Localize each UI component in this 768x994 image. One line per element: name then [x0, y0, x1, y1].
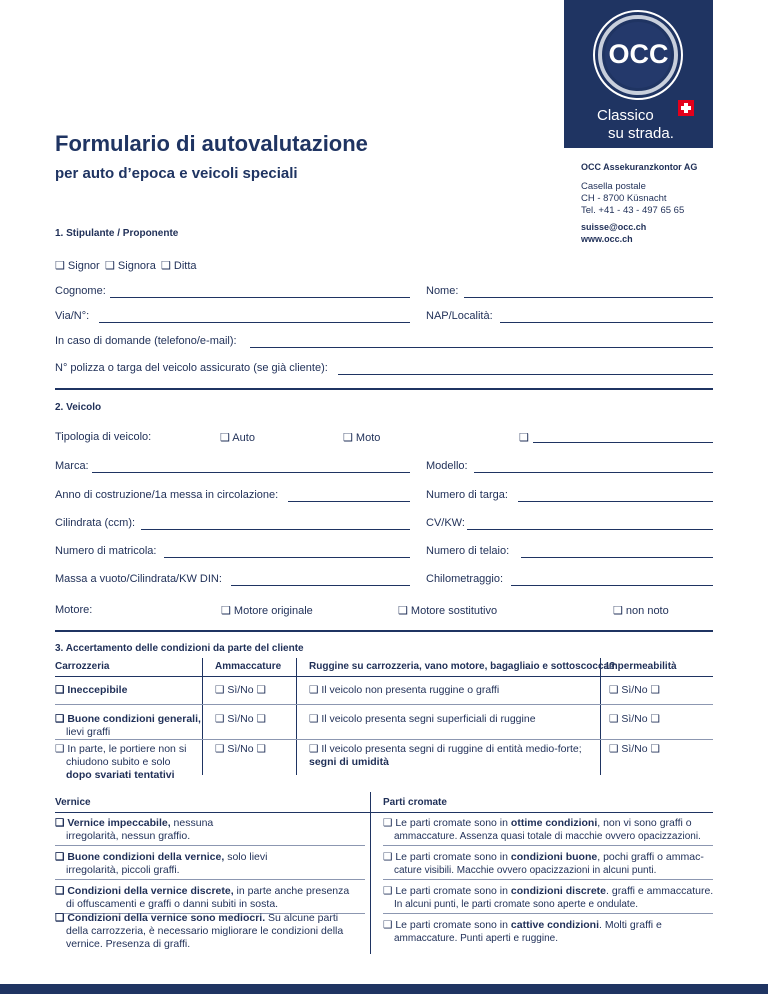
ammaccature-option[interactable]: ❑ Sì/No ❑: [215, 684, 266, 696]
modello-field[interactable]: [474, 472, 713, 473]
chilometraggio-field[interactable]: [511, 585, 713, 586]
cromate-post: , pochi graffi o ammac-: [597, 851, 704, 863]
policy-label: N° polizza o targa del veicolo assicurato (se già cliente):: [55, 362, 328, 374]
cromate-post: , non vi sono graffi o: [597, 817, 692, 829]
carrozzeria-option-detail: lievi graffi: [66, 726, 111, 738]
matricola-field[interactable]: [164, 557, 410, 558]
nome-field[interactable]: [464, 297, 713, 298]
vernice-line2: di offuscamenti e graffi o danni subiti in sosta.: [66, 898, 279, 910]
cromate-line2: ammaccature. Punti aperti e ruggine.: [394, 933, 558, 944]
targa-label: Numero di targa:: [426, 489, 508, 501]
vernice-rest: solo lievi: [224, 851, 268, 863]
motore-sostitutivo[interactable]: ❑ Motore sostitutivo: [398, 605, 498, 617]
row-rule: [383, 879, 713, 880]
cromate-pre: ❑ Le parti cromate sono in: [383, 919, 511, 931]
marca-field[interactable]: [92, 472, 410, 473]
cognome-label: Cognome:: [55, 285, 106, 297]
cvkw-label: CV/KW:: [426, 517, 465, 529]
col-ammaccature: Ammaccature: [215, 661, 282, 672]
vernice-rest: nessuna: [170, 817, 214, 829]
row-rule: [383, 913, 713, 914]
vernice-bold: ❑ Buone condizioni della vernice,: [55, 851, 225, 863]
via-field[interactable]: [99, 322, 410, 323]
email-link[interactable]: suisse@occ.ch: [581, 222, 647, 232]
cromate-pre: ❑ Le parti cromate sono in: [383, 885, 511, 897]
vernice-text: [55, 817, 365, 843]
chilometraggio-label: Chilometraggio:: [426, 573, 504, 585]
vernice-text: [55, 851, 365, 877]
motore-originale[interactable]: ❑ Motore originale: [221, 605, 313, 617]
nap-field[interactable]: [500, 322, 713, 323]
motore-non-noto[interactable]: ❑ non noto: [613, 605, 669, 617]
massa-field[interactable]: [231, 585, 410, 586]
col-ruggine: Ruggine su carrozzeria, vano motore, bagagliaio e sottoscocca?: [309, 661, 616, 672]
contact-label: In caso di domande (telefono/e-mail):: [55, 335, 237, 347]
impermeabilita-option[interactable]: ❑ Sì/No ❑: [609, 713, 660, 725]
vernice-bold: ❑ Vernice impeccabile,: [55, 817, 171, 829]
footer-bar: [0, 984, 768, 994]
col-impermeabilita: Impermeabilità: [606, 661, 677, 672]
via-label: Via/N°:: [55, 310, 90, 322]
ammaccature-option[interactable]: ❑ Sì/No ❑: [215, 713, 266, 725]
cromate-pre: ❑ Le parti cromate sono in: [383, 817, 511, 829]
section2-title: 2. Veicolo: [55, 402, 102, 413]
anno-label: Anno di costruzione/1a messa in circolazione:: [55, 489, 279, 501]
swiss-flag-icon: [678, 100, 694, 116]
vernice-line3: vernice. Presenza di graffi.: [66, 938, 191, 950]
carrozzeria-option-detail: chiudono subito e solo: [66, 756, 171, 768]
cromate-bold: condizioni discrete: [510, 885, 607, 897]
vernice-text: [55, 885, 365, 911]
cromate-bold: ottime condizioni: [510, 817, 598, 829]
nap-label: NAP/Località:: [426, 310, 493, 322]
cromate-text: [383, 851, 719, 877]
salutation-signor[interactable]: ❑ Signor: [55, 260, 100, 272]
tagline-line-2: su strada.: [608, 125, 674, 142]
cognome-field[interactable]: [110, 297, 410, 298]
marca-label: Marca:: [55, 460, 89, 472]
vernice-line2: della carrozzeria, è necessario migliorare le condizioni della: [66, 925, 344, 937]
cromate-line2: ammaccature. Assenza quasi totale di macchie ovvero opacizzazioni.: [394, 831, 701, 842]
address-line-1: Casella postale: [581, 181, 646, 192]
carrozzeria-option[interactable]: ❑ Ineccepibile: [55, 684, 128, 696]
cromate-post: . graffi e ammaccature.: [606, 885, 714, 897]
row-rule: [55, 879, 365, 880]
vernice-line2: irregolarità, piccoli graffi.: [66, 864, 180, 876]
vernice-line2: irregolarità, nessun graffio.: [66, 830, 191, 842]
row-rule: [55, 704, 713, 705]
logo-text: OCC: [608, 39, 669, 69]
ruggine-option[interactable]: ❑ Il veicolo presenta segni di ruggine di entità medio-forte;: [309, 743, 582, 755]
matricola-label: Numero di matricola:: [55, 545, 157, 557]
vernice-title: Vernice: [55, 797, 91, 808]
page-subtitle: per auto d’epoca e veicoli speciali: [55, 165, 298, 182]
ruggine-option[interactable]: ❑ Il veicolo non presenta ruggine o graffi: [309, 684, 500, 696]
ruggine-option-detail: segni di umidità: [309, 756, 389, 768]
cromate-text: [383, 919, 719, 945]
tipologia-other[interactable]: ❑: [519, 432, 529, 444]
vernice-rest: Su alcune parti: [265, 912, 339, 924]
phone: Tel. +41 - 43 - 497 65 65: [581, 205, 685, 216]
cromate-pre: ❑ Le parti cromate sono in: [383, 851, 511, 863]
targa-field[interactable]: [518, 501, 713, 502]
cromate-bold: cattive condizioni: [510, 919, 600, 931]
cilindrata-field[interactable]: [141, 529, 410, 530]
cilindrata-label: Cilindrata (ccm):: [55, 517, 136, 529]
cromate-bold: condizioni buone: [510, 851, 598, 863]
carrozzeria-option-detail-bold: dopo svariati tentativi: [66, 769, 175, 781]
motore-label: Motore:: [55, 604, 93, 616]
vernice-header-rule: [55, 812, 713, 813]
vernice-text: [55, 912, 369, 951]
cromate-line2: In alcuni punti, le parti cromate sono aperte e ondulate.: [394, 899, 639, 910]
col-carrozzeria: Carrozzeria: [55, 661, 110, 672]
anno-field[interactable]: [288, 501, 410, 502]
section-divider-1: [55, 388, 713, 390]
row-rule: [55, 845, 365, 846]
tipologia-label: Tipologia di veicolo:: [55, 431, 152, 443]
telaio-label: Numero di telaio:: [426, 545, 510, 557]
nome-label: Nome:: [426, 285, 459, 297]
modello-label: Modello:: [426, 460, 468, 472]
row-rule: [55, 739, 713, 740]
impermeabilita-option[interactable]: ❑ Sì/No ❑: [609, 743, 660, 755]
impermeabilita-option[interactable]: ❑ Sì/No ❑: [609, 684, 660, 696]
col-sep-1: [202, 658, 203, 775]
vernice-bold: ❑ Condizioni della vernice sono mediocri.: [55, 912, 266, 924]
row-rule: [383, 845, 713, 846]
col-sep-3: [600, 658, 601, 775]
policy-field[interactable]: [338, 374, 713, 375]
contact-field[interactable]: [250, 347, 713, 348]
brand-panel: [564, 0, 713, 148]
cvkw-field[interactable]: [467, 529, 713, 530]
vernice-rest: in parte anche presenza: [233, 885, 350, 897]
massa-label: Massa a vuoto/Cilindrata/KW DIN:: [55, 573, 222, 585]
cromate-post: . Molti graffi e: [599, 919, 662, 931]
ruggine-option[interactable]: ❑ Il veicolo presenta segni superficiali di ruggine: [309, 713, 536, 725]
cromate-text: [383, 885, 719, 911]
tipologia-auto[interactable]: ❑ Auto: [220, 432, 255, 444]
address-line-2: CH - 8700 Küsnacht: [581, 193, 667, 204]
section1-title: 1. Stipulante / Proponente: [55, 228, 179, 239]
carrozzeria-option[interactable]: ❑ In parte, le portiere non si: [55, 743, 187, 755]
carrozzeria-option[interactable]: ❑ Buone condizioni generali,: [55, 713, 201, 725]
telaio-field[interactable]: [521, 557, 713, 558]
page-title: Formulario di autovalutazione: [55, 131, 368, 156]
ammaccature-option[interactable]: ❑ Sì/No ❑: [215, 743, 266, 755]
company-name: OCC Assekuranzkontor AG: [581, 162, 698, 172]
tagline-line-1: Classico: [597, 107, 654, 124]
cromate-line2: cature visibili. Macchie ovvero opacizzazioni in alcuni punti.: [394, 865, 657, 876]
section-divider-2: [55, 630, 713, 632]
cromate-title: Parti cromate: [383, 797, 447, 808]
salutation-ditta[interactable]: ❑ Ditta: [161, 260, 197, 272]
cromate-text: [383, 817, 719, 843]
vernice-bold: ❑ Condizioni della vernice discrete,: [55, 885, 234, 897]
salutation-signora[interactable]: ❑ Signora: [105, 260, 156, 272]
section3-title: 3. Accertamento delle condizioni da parte del cliente: [55, 643, 304, 654]
col-sep-2: [296, 658, 297, 775]
vernice-col-sep: [370, 792, 371, 954]
tipologia-moto[interactable]: ❑ Moto: [343, 432, 381, 444]
tipologia-other-field[interactable]: [533, 442, 713, 443]
web-link[interactable]: www.occ.ch: [581, 234, 633, 244]
table-header-rule: [55, 676, 713, 677]
